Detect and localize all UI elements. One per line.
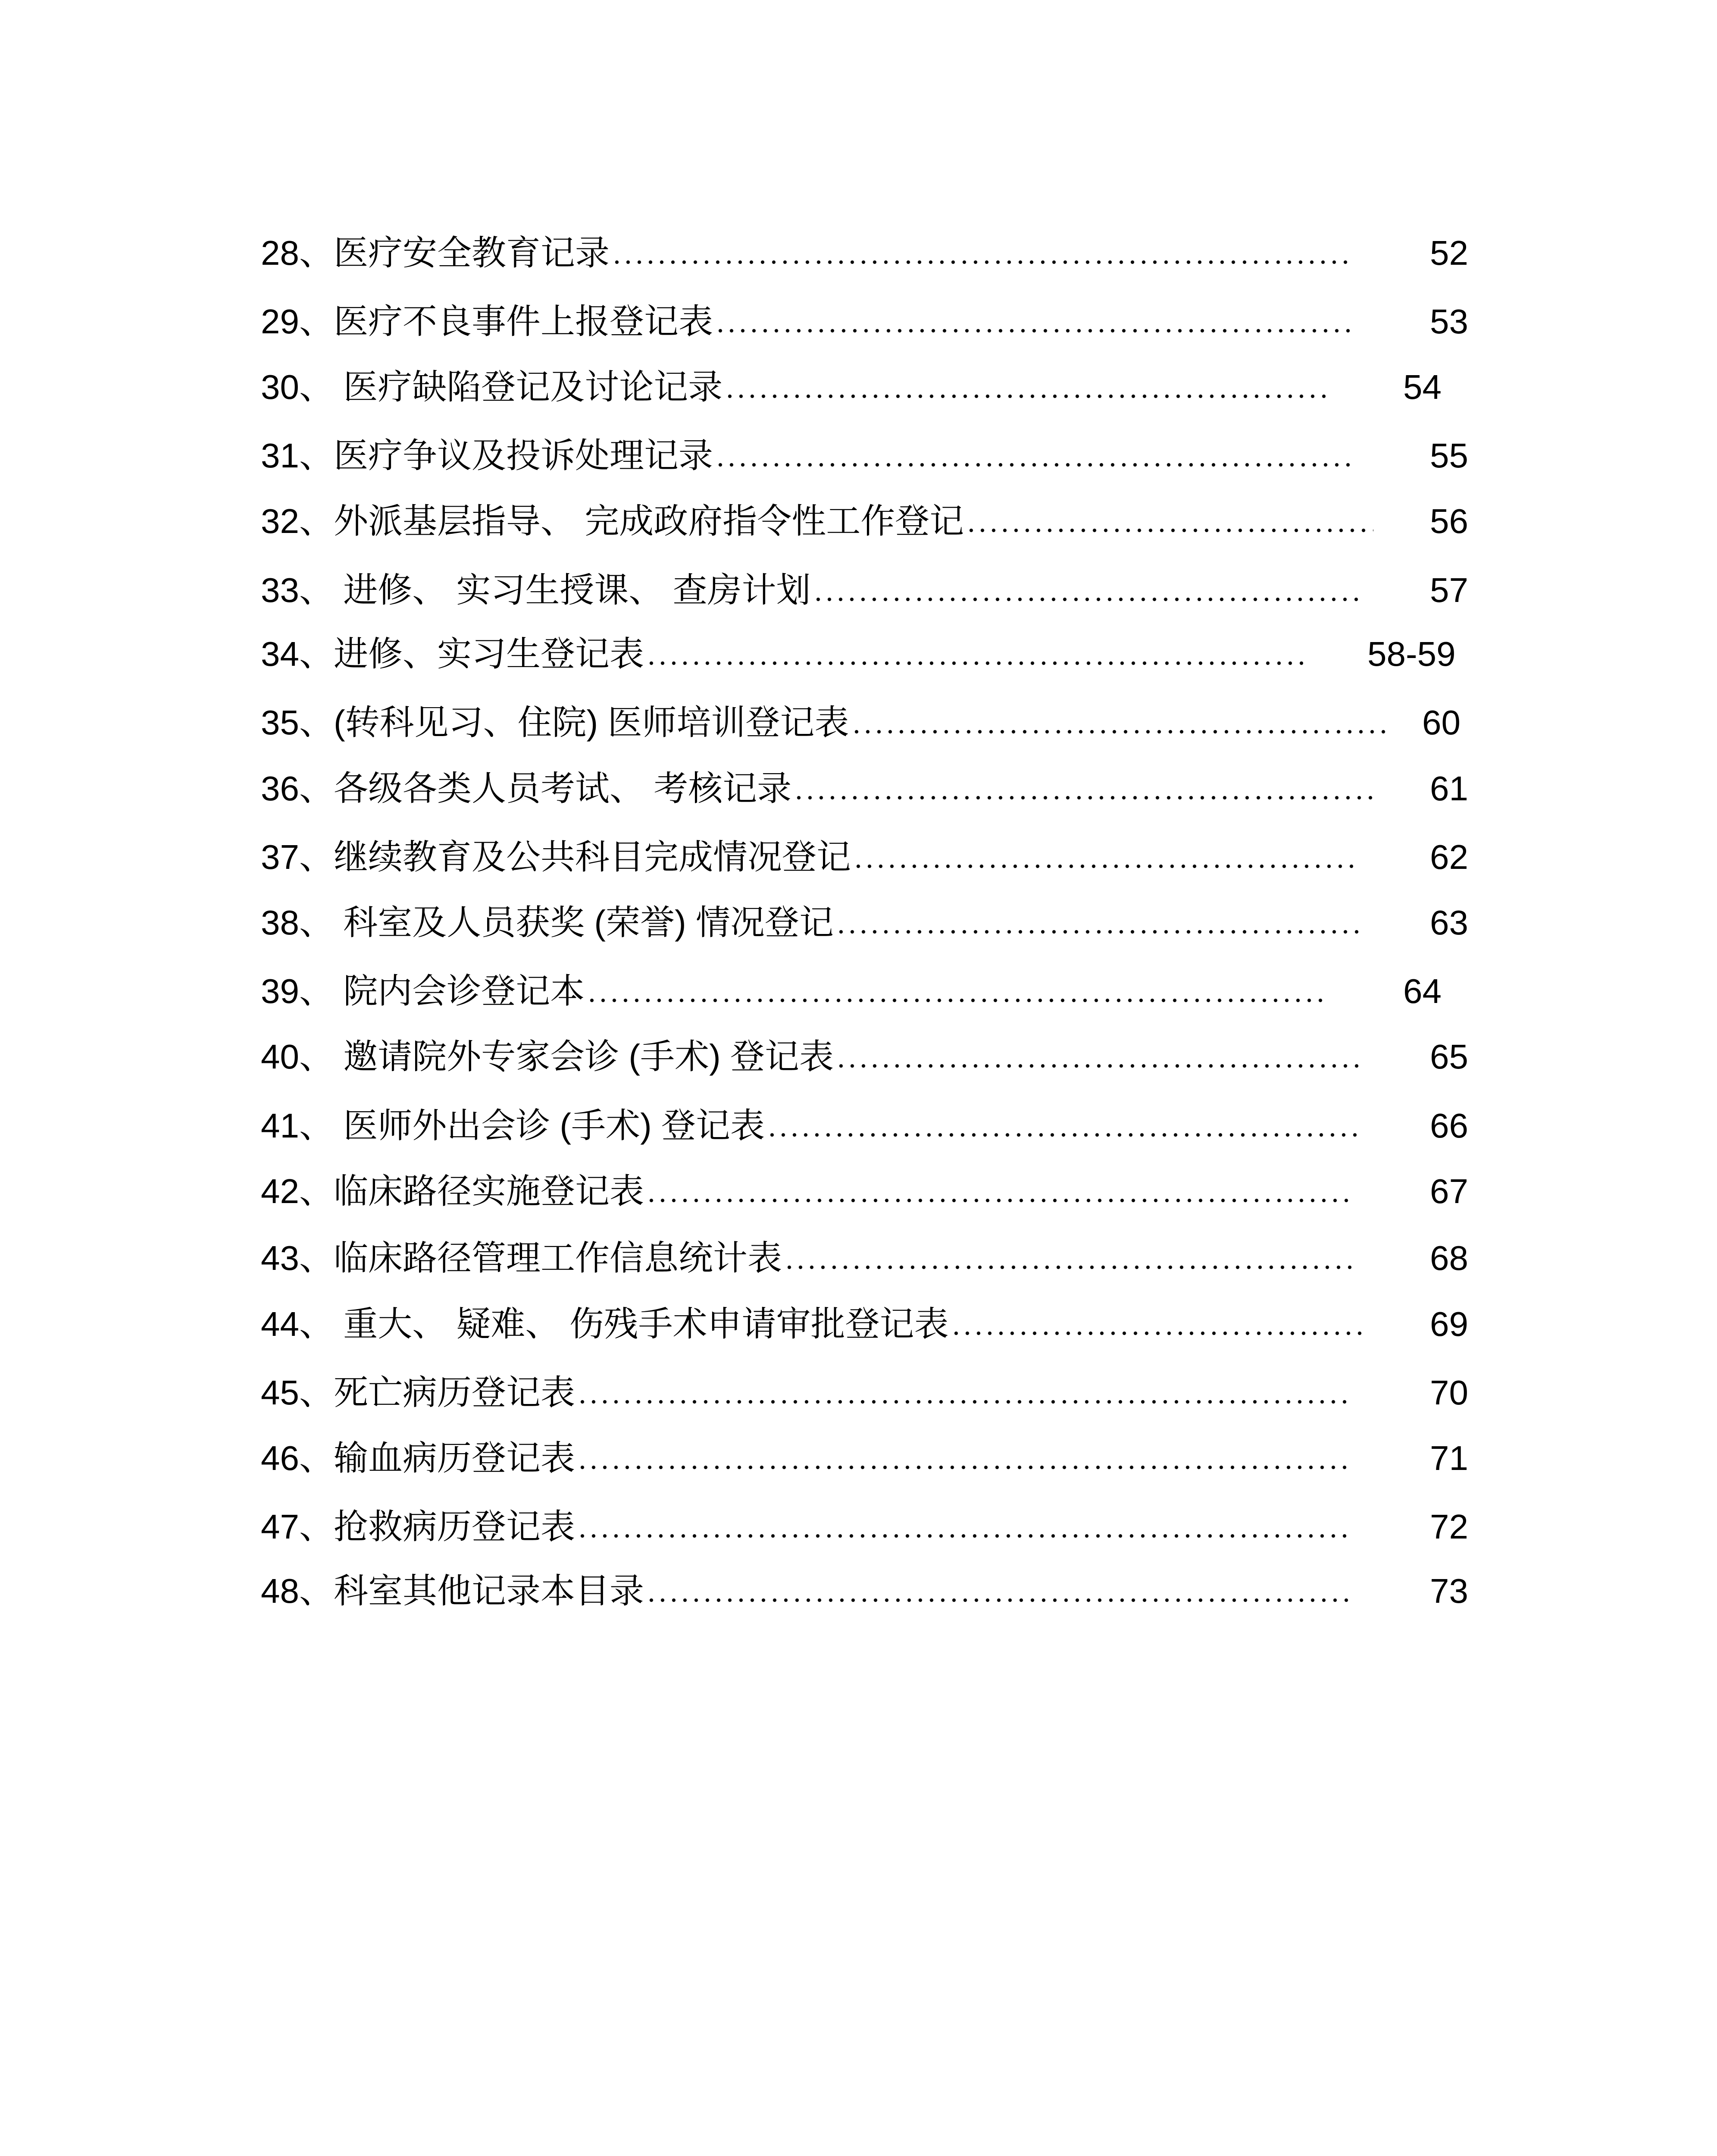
- toc-entry-page-number: 71: [1430, 1439, 1468, 1477]
- toc-entry: [261, 834, 1353, 881]
- dot-leader: [853, 864, 1353, 869]
- toc-entry-page-number: 65: [1430, 1037, 1468, 1076]
- toc-entry-page-number: 68: [1430, 1239, 1468, 1277]
- dot-leader: [766, 1132, 1363, 1138]
- toc-entry: [261, 1102, 1363, 1150]
- dot-leader: [951, 1331, 1363, 1336]
- toc-entry-page-number: 70: [1430, 1373, 1468, 1412]
- toc-entry-title: 39、 院内会诊登记本: [261, 972, 585, 1010]
- toc-entry-page-number: 61: [1430, 769, 1468, 808]
- toc-entry-title: 32、外派基层指导、 完成政府指令性工作登记: [261, 502, 964, 540]
- toc-entry-title: 40、 邀请院外专家会诊 (手术) 登记表: [261, 1037, 834, 1076]
- toc-entry: [261, 630, 1303, 678]
- dot-leader: [813, 597, 1363, 602]
- toc-entry-page-number: 60: [1422, 703, 1461, 742]
- toc-entry: [261, 1567, 1353, 1615]
- toc-entry-page-number: 72: [1430, 1507, 1468, 1546]
- toc-entry: [261, 968, 1327, 1015]
- toc-entry: [261, 1369, 1353, 1416]
- dot-leader: [586, 998, 1327, 1003]
- toc-entry-page-number: 58-59: [1367, 635, 1456, 673]
- dot-leader: [851, 729, 1386, 734]
- toc-entry-page-number: 56: [1430, 502, 1468, 540]
- toc-entry-page-number: 64: [1403, 972, 1442, 1010]
- toc-entry-title: 35、(转科见习、住院) 医师培训登记表: [261, 703, 849, 742]
- toc-entry-title: 38、 科室及人员获奖 (荣誉) 情况登记: [261, 903, 834, 942]
- toc-entry: [261, 1503, 1353, 1551]
- toc-entry-title: 28、医疗安全教育记录: [261, 234, 610, 272]
- toc-entry: [261, 699, 1386, 746]
- toc-entry-title: 29、医疗不良事件上报登记表: [261, 302, 713, 341]
- toc-entry-title: 44、 重大、 疑难、 伤残手术申请审批登记表: [261, 1305, 949, 1343]
- toc-entry-title: 33、 进修、 实习生授课、 查房计划: [261, 571, 811, 609]
- dot-leader: [577, 1533, 1353, 1539]
- toc-entry: [261, 1300, 1363, 1348]
- dot-leader: [577, 1399, 1353, 1404]
- toc-entry-page-number: 57: [1430, 571, 1468, 609]
- toc-entry-page-number: 54: [1403, 368, 1442, 406]
- toc-entry-page-number: 52: [1430, 234, 1468, 272]
- toc-entry-title: 43、临床路径管理工作信息统计表: [261, 1239, 782, 1277]
- toc-entry-page-number: 69: [1430, 1305, 1468, 1343]
- toc-entry: [261, 765, 1377, 812]
- toc-entry: [261, 298, 1353, 345]
- dot-leader: [724, 394, 1327, 399]
- toc-entry: [261, 364, 1327, 411]
- toc-entry: [261, 1235, 1353, 1282]
- toc-entry-title: 46、输血病历登记表: [261, 1439, 575, 1477]
- toc-entry-title: 48、科室其他记录本目录: [261, 1572, 644, 1610]
- toc-entry-title: 34、进修、实习生登记表: [261, 635, 644, 673]
- toc-entry-page-number: 63: [1430, 903, 1468, 942]
- dot-leader: [793, 795, 1377, 800]
- toc-entry-title: 31、医疗争议及投诉处理记录: [261, 436, 713, 475]
- toc-entry-page-number: 73: [1430, 1572, 1468, 1610]
- toc-entry-title: 47、抢救病历登记表: [261, 1507, 575, 1546]
- dot-leader: [715, 328, 1353, 333]
- toc-entry-page-number: 66: [1430, 1106, 1468, 1145]
- toc-entry-title: 37、继续教育及公共科目完成情况登记: [261, 838, 851, 876]
- toc-entry: [261, 498, 1373, 545]
- toc-entry-page-number: 62: [1430, 838, 1468, 876]
- dot-leader: [784, 1265, 1353, 1270]
- toc-entry-title: 30、 医疗缺陷登记及讨论记录: [261, 368, 723, 406]
- dot-leader: [715, 462, 1353, 467]
- toc-entry-title: 42、临床路径实施登记表: [261, 1172, 644, 1210]
- toc-entry: [261, 1435, 1353, 1482]
- dot-leader: [577, 1465, 1353, 1470]
- toc-entry-page-number: 53: [1430, 302, 1468, 341]
- toc-entry: [261, 229, 1353, 277]
- toc-entry-page-number: 67: [1430, 1172, 1468, 1210]
- toc-entry: [261, 1168, 1353, 1215]
- toc-entry-page-number: 55: [1430, 436, 1468, 475]
- toc-entry: [261, 567, 1363, 614]
- toc-entry-title: 45、死亡病历登记表: [261, 1373, 575, 1412]
- dot-leader: [835, 929, 1363, 934]
- toc-entry: [261, 432, 1353, 479]
- dot-leader: [835, 1063, 1363, 1069]
- toc-entry-title: 36、各级各类人员考试、 考核记录: [261, 769, 792, 808]
- dot-leader: [611, 260, 1353, 265]
- toc-entry-title: 41、 医师外出会诊 (手术) 登记表: [261, 1106, 765, 1145]
- dot-leader: [646, 1198, 1353, 1203]
- toc-entry: [261, 1033, 1363, 1081]
- dot-leader: [646, 661, 1303, 666]
- dot-leader: [646, 1598, 1353, 1603]
- toc-entry: [261, 899, 1363, 946]
- dot-leader: [966, 528, 1373, 533]
